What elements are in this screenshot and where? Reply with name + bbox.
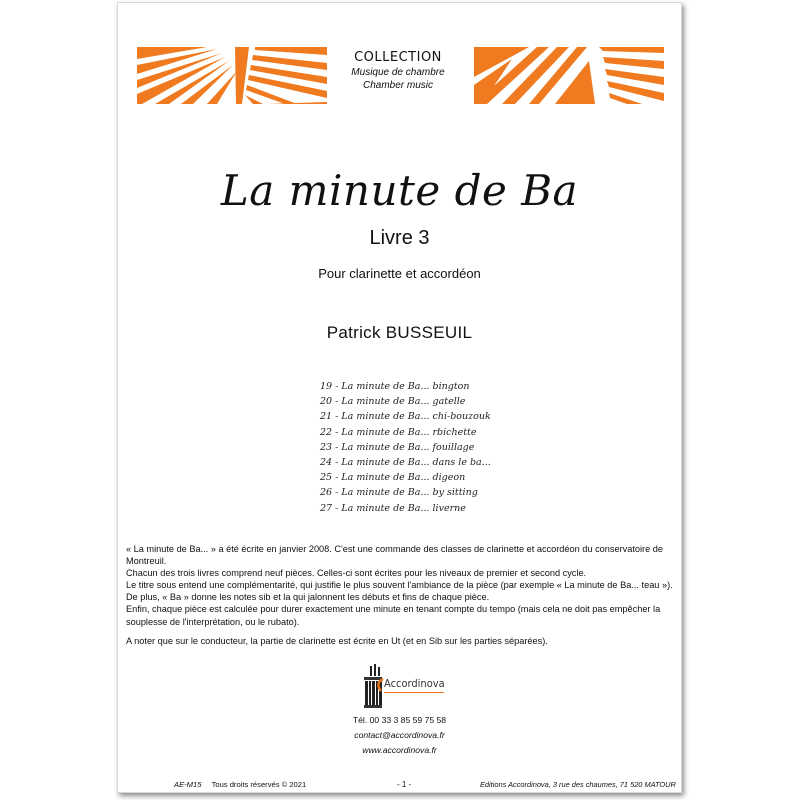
catalog-code: AE-M15 bbox=[174, 780, 202, 789]
collection-subtitle-fr: Musique de chambre bbox=[351, 67, 445, 78]
list-item: 23 - La minute de Ba... fouillage bbox=[320, 441, 475, 453]
piece-list bbox=[320, 379, 520, 516]
list-item: 21 - La minute de Ba... chi-bouzouk bbox=[320, 411, 491, 423]
collection-title: COLLECTION bbox=[354, 50, 442, 65]
work-title: La minute de Ba bbox=[220, 166, 579, 215]
description-paragraph: A noter que sur le conducteur, la partie de clarinette est écrite en Ut (et en Sib sur les parties séparées). bbox=[126, 635, 548, 646]
description-paragraph: Chacun des trois livres comprend neuf pièces. Celles-ci sont écrites pour les niveaux de premier et second cycle. bbox=[126, 568, 587, 579]
work-description bbox=[126, 543, 682, 647]
logo-wordmark: Accordinova bbox=[384, 677, 445, 690]
email-link[interactable]: contact@accordinova.fr bbox=[354, 730, 445, 740]
description-paragraph: Le titre sous entend une complémentarité, qui justifie le plus souvent l'ambiance de la pièce (par exemple « La minute de Ba... teau »). De plus, « Ba » donne les notes sib et la qui jalonnent les débuts et fins de chaque pièce. bbox=[126, 580, 673, 603]
list-item: 26 - La minute de Ba... by sitting bbox=[320, 487, 478, 499]
copyright-notice: Tous droits réservés © 2021 bbox=[211, 780, 307, 789]
logo-underline bbox=[384, 692, 444, 693]
score-cover-page bbox=[117, 2, 682, 793]
list-item: 19 - La minute de Ba... bington bbox=[320, 381, 470, 392]
publisher-contact bbox=[118, 713, 681, 758]
list-item: 20 - La minute de Ba... gatelle bbox=[320, 396, 466, 408]
list-item: 25 - La minute de Ba... digeon bbox=[320, 472, 466, 484]
collection-subtitle-en: Chamber music bbox=[362, 80, 434, 91]
footer-left bbox=[174, 780, 314, 789]
description-paragraph: « La minute de Ba... » a été écrite en janvier 2008. C'est une commande des classes de clarinette et accordéon du conservatoire de Montreuil. bbox=[126, 544, 663, 567]
instrumentation: Pour clarinette et accordéon bbox=[318, 266, 481, 281]
composer-name: Patrick BUSSEUIL bbox=[326, 323, 473, 342]
list-item: 24 - La minute de Ba... dans le ba... bbox=[320, 457, 491, 469]
website-link[interactable]: www.accordinova.fr bbox=[362, 745, 437, 755]
description-paragraph: Enfin, chaque pièce est calculée pour durer exactement une minute en tenant compte du tempo (mais cela ne doit pas empêcher la souplesse de l'interprétation, ou le rubato). bbox=[126, 604, 661, 627]
list-item: 22 - La minute de Ba... rbichette bbox=[320, 426, 477, 438]
book-number: Livre 3 bbox=[369, 227, 430, 249]
phone-number: Tél. 00 33 3 85 59 75 58 bbox=[352, 715, 447, 725]
publisher-address: Editions Accordinova, 3 rue des chaumes, 71 520 MATOUR bbox=[480, 780, 676, 789]
page-number: - 1 - bbox=[397, 780, 412, 789]
collection-label bbox=[328, 47, 468, 104]
list-item: 27 - La minute de Ba... liverne bbox=[320, 502, 466, 514]
